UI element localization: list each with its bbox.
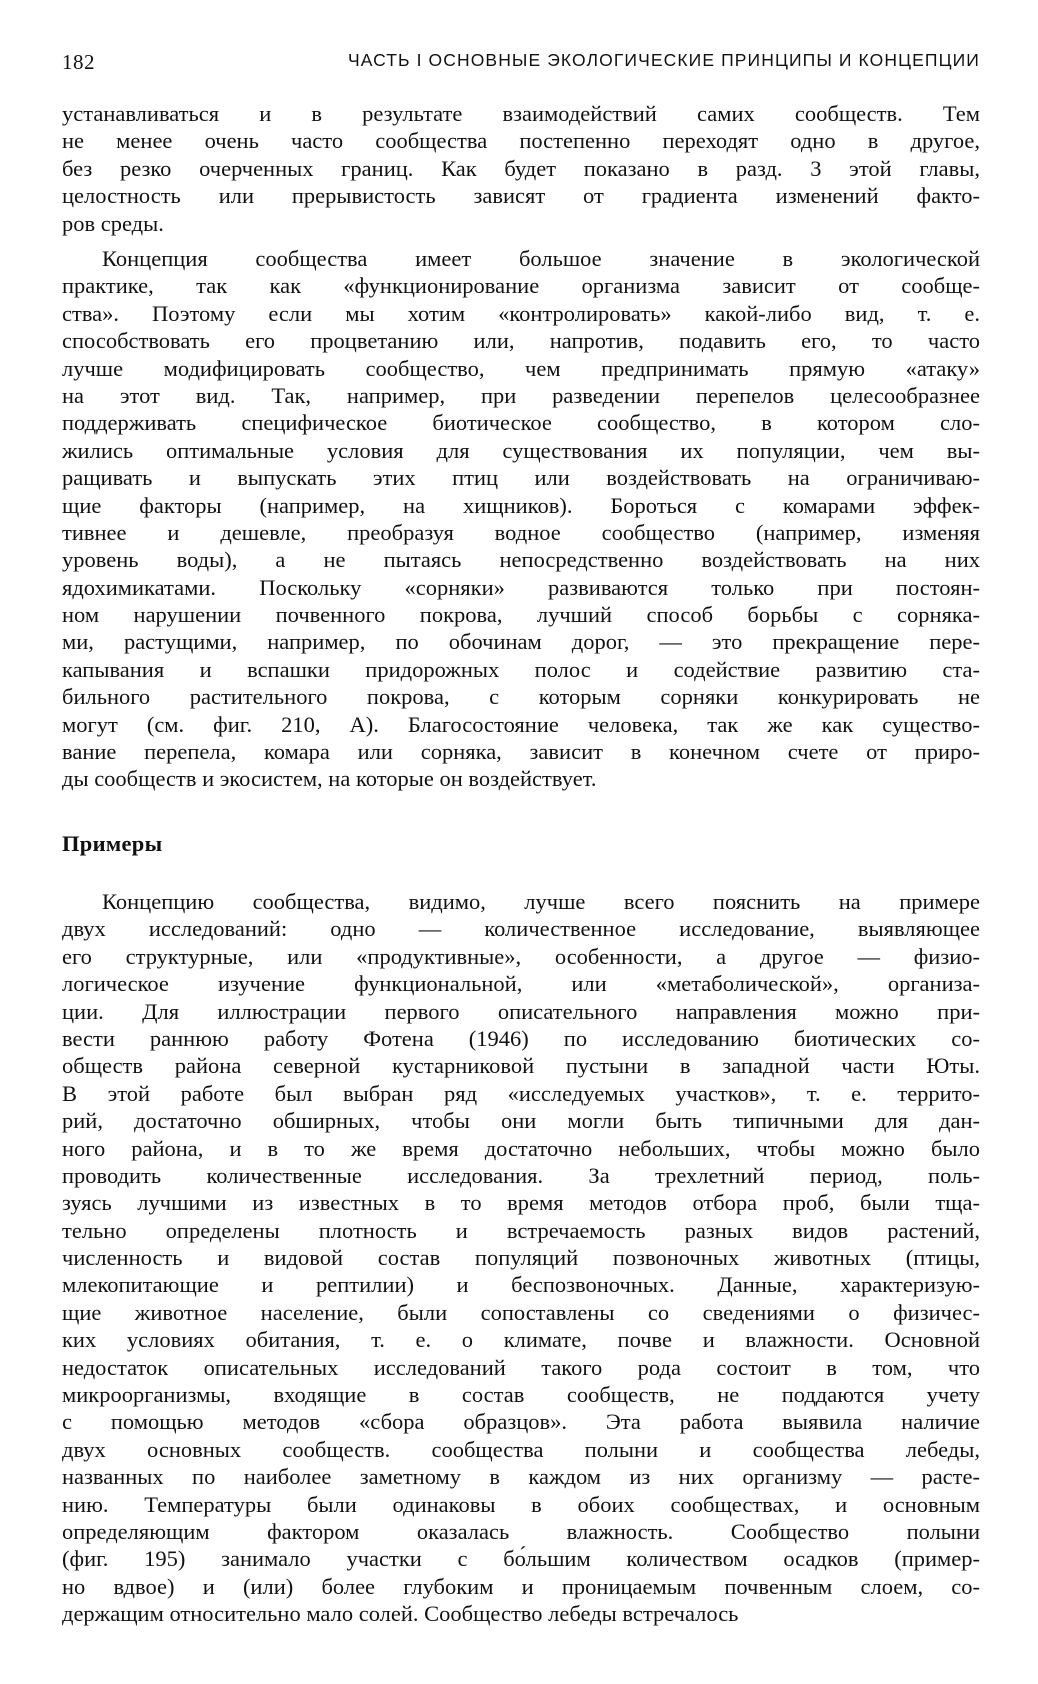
- text-line: бильного растительного покрова, с которым сорняки конкурировать не: [62, 684, 980, 710]
- text-line: ращивать и выпускать этих птиц или воздействовать на ограничиваю-: [62, 465, 980, 491]
- text-line: на этот вид. Так, например, при разведении перепелов целесообразнее: [62, 382, 980, 408]
- text-line: численность и видовой состав популяций позвоночных животных (птицы,: [62, 1245, 980, 1271]
- text-line: способствовать его процветанию или, напротив, подавить его, то часто: [62, 328, 980, 354]
- text-line: проводить количественные исследования. За трехлетний период, поль-: [62, 1162, 980, 1188]
- text-line: могут (см. фиг. 210, А). Благосостояние человека, так же как существо-: [62, 711, 980, 737]
- section-heading: Примеры: [62, 831, 163, 856]
- text-line: тельно определены плотность и встречаемость разных видов растений,: [62, 1217, 980, 1243]
- text-line: ких условиях обитания, т. е. о климате, почве и влажности. Основной: [62, 1327, 980, 1353]
- text-line: рий, достаточно обширных, чтобы они могли быть типичными для дан-: [62, 1108, 980, 1134]
- text-line: микроорганизмы, входящие в состав сообществ, не поддаются учету: [62, 1382, 980, 1408]
- text-line: названных по наиболее заметному в каждом из них организму — расте-: [62, 1464, 980, 1490]
- text-line: уровень воды), а не пытаясь непосредственно воздействовать на них: [62, 547, 980, 573]
- text-line: В этой работе был выбран ряд «исследуемых участков», т. е. террито-: [62, 1080, 980, 1106]
- text-line: нию. Температуры были одинаковы в обоих сообществах, и основным: [62, 1491, 980, 1517]
- paragraph-examples: [62, 888, 980, 1628]
- text-line: ном нарушении почвенного покрова, лучший способ борьбы с сорняка-: [62, 602, 980, 628]
- text-line: двух исследований: одно — количественное исследование, выявляющее: [62, 916, 980, 942]
- text-line: ции. Для иллюстрации первого описательного направления можно при-: [62, 998, 980, 1024]
- text-line: щие факторы (например, на хищников). Бороться с комарами эффек-: [62, 492, 980, 518]
- text-line: поддерживать специфическое биотическое сообщество, в котором сло-: [62, 410, 980, 436]
- text-line: без резко очерченных границ. Как будет показано в разд. 3 этой главы,: [62, 155, 980, 181]
- text-line: ми, растущими, например, по обочинам дорог, — это прекращение пере-: [62, 629, 980, 655]
- text-line: с помощью методов «сбора образцов». Эта работа выявила наличие: [62, 1409, 980, 1435]
- text-line: целостность или прерывистость зависят от градиента изменений факто-: [62, 183, 980, 209]
- text-line: ров среды.: [62, 210, 164, 236]
- text-line: вести раннюю работу Фотена (1946) по исследованию биотических со-: [62, 1025, 980, 1051]
- text-line: ства». Поэтому если мы хотим «контролировать» какой-либо вид, т. е.: [62, 300, 980, 326]
- text-line: не менее очень часто сообщества постепенно переходят одно в другое,: [62, 128, 980, 154]
- text-line: ды сообществ и экосистем, на которые он воздействует.: [62, 766, 597, 792]
- text-line: но вдвое) и (или) более глубоким и проницаемым почвенным слоем, со-: [62, 1573, 980, 1599]
- paragraph-community-concept: [62, 245, 980, 793]
- text-line: Концепция сообщества имеет большое значение в экологической: [102, 246, 980, 271]
- page-number: 182: [62, 50, 95, 74]
- text-line: определяющим фактором оказалась влажность. Сообщество полыни: [62, 1518, 980, 1544]
- text-line: устанавливаться и в результате взаимодействий самих сообществ. Тем: [62, 101, 980, 126]
- text-line: практике, так как «функционирование организма зависит от сообще-: [62, 273, 980, 299]
- text-line: обществ района северной кустарниковой пустыни в западной части Юты.: [62, 1053, 980, 1079]
- text-line: лучше модифицировать сообщество, чем предпринимать прямую «атаку»: [62, 355, 980, 381]
- text-line: щие животное население, были сопоставлены со сведениями о физичес-: [62, 1299, 980, 1325]
- text-line: двух основных сообществ. сообщества полыни и сообщества лебеды,: [62, 1436, 980, 1462]
- text-line: зуясь лучшими из известных в то время методов отбора проб, были тща-: [62, 1190, 980, 1216]
- running-head: [62, 50, 980, 78]
- text-line: вание перепела, комара или сорняка, зависит в конечном счете от приро-: [62, 739, 980, 765]
- text-line: логическое изучение функциональной, или «метаболической», организа-: [62, 971, 980, 997]
- text-line: млекопитающие и рептилии) и беспозвоночных. Данные, характеризую-: [62, 1272, 980, 1298]
- text-line: тивнее и дешевле, преобразуя водное сообщество (например, изменяя: [62, 519, 980, 545]
- text-line: капывания и вспашки придорожных полос и содействие развитию ста-: [62, 656, 980, 682]
- text-line: держащим относительно мало солей. Сообщество лебеды встречалось: [62, 1601, 739, 1627]
- text-line: жились оптимальные условия для существования их популяции, чем вы-: [62, 437, 980, 463]
- text-line: Концепцию сообщества, видимо, лучше всего пояснить на примере: [102, 889, 980, 914]
- text-line: ного района, и в то же время достаточно небольших, чтобы можно было: [62, 1135, 980, 1161]
- text-line: недостаток описательных исследований такого рода состоит в том, что: [62, 1354, 980, 1380]
- paragraph-continuation: [62, 100, 980, 237]
- text-line: его структурные, или «продуктивные», особенности, а другое — физио-: [62, 943, 980, 969]
- text-line: ядохимикатами. Поскольку «сорняки» развиваются только при постоян-: [62, 574, 980, 600]
- text-line: (фиг. 195) занимало участки с бо́льшим количеством осадков (пример-: [62, 1546, 980, 1572]
- running-title: ЧАСТЬ I ОСНОВНЫЕ ЭКОЛОГИЧЕСКИЕ ПРИНЦИПЫ И КОНЦЕПЦИИ: [347, 50, 980, 70]
